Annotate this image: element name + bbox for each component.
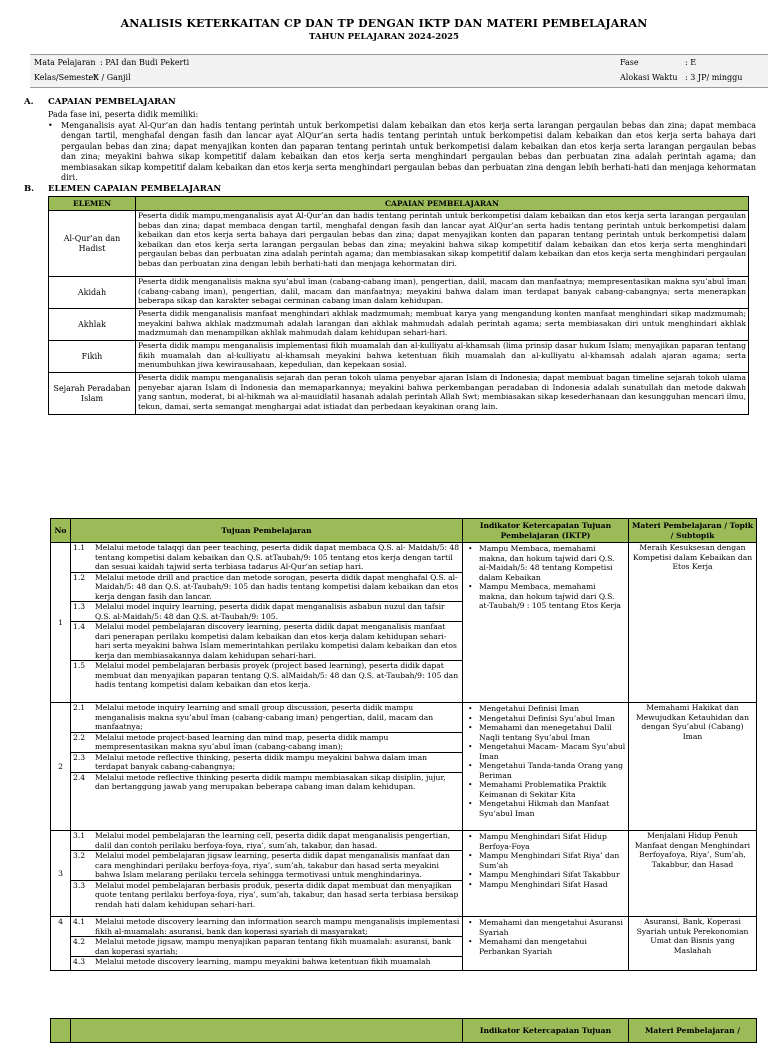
cp-text: Peserta didik mampu menganalisis sejarah dan peran tokoh ulama penyebar ajaran Islam di Indonesia; dapat membuat bagan timeline sejarah tokoh ulama penyebar ajaran Islam di Indonesia dan memaparkannya; meyakini bahwa perkembangan peradaban di Indonesia adalah sunatullah dan metode dakwah yang santun, moderat, bi al-hikmah wa al-mauidlatil hasanah adalah perintah Allah Swt; membiasakan sikap kesederhanaan dan kesungguhan mencari ilmu, tekun, damai, serta semangat menghargai adat istiadat dan perbedaan keyakinan orang lain.: [136, 373, 749, 415]
tp-text: Melalui metode discovery learning, mampu meyakini bahwa ketentuan fikih muamalah: [95, 957, 431, 966]
materi-text: Meraih Kesuksesan dengan Kompetisi dalam Kebaikan dan Etos Kerja: [629, 543, 757, 703]
table-row: [51, 703, 757, 831]
iktp-item: • Mengetahui Tanda-tanda Orang yang Beriman: [465, 761, 626, 780]
iktp-item: • Mampu Membaca, memahami makna, dan hokum tajwid dari Q.S. at-Taubah/9 : 105 tentang Etos Kerja: [465, 582, 626, 611]
tp-text: Melalui metode talaqqi dan peer teaching, peserta didik dapat membaca Q.S. al- Maidah/5: 48 tentang kompetisi dalam kebaikan dan Q.S. atTaubah/9: 105 tentang etos kerja dengan tartil dan sesuai kaidah tajwid serta terbiasa tadarus Al-Qur’an setiap hari.: [95, 543, 460, 571]
table-row: [51, 543, 757, 703]
tp-number: 1.2: [73, 572, 86, 582]
tp-header: Tujuan Pembelajaran: [71, 519, 463, 543]
iktp-item: • Mengetahui Definisi Iman: [465, 704, 626, 714]
cp-text: Peserta didik menganalisis makna syu’abul îman (cabang-cabang iman), pengertian, dalil, macam dan manfaatnya; mempresentasikan makna syu’abul îman (cabang-cabang iman), pengertian, dalil, macam dan manfaatnya; meyakini bahwa dalam iman terdapat banyak cabang-cabangnya; serta menerapkan beberapa sikap dan karakter sebagai cerminan cabang iman dalam kehidupan.: [136, 277, 749, 309]
iktp-item: • Mengetahui Hikmah dan Manfaat Syu’abul Iman: [465, 799, 626, 818]
row-number: 4: [51, 917, 71, 971]
elemen-name: Akidah: [49, 277, 136, 309]
kelas-label: Kelas/Semester: [34, 73, 98, 82]
tp-text: Melalui metode reflective thinking peserta didik mampu membiasakan sikap disiplin, jujur, dan bertanggung jawab yang merupakan beberapa cabang iman dalam kehidupan.: [95, 772, 446, 791]
tp-list: [71, 703, 463, 831]
tp-list: [71, 543, 463, 703]
iktp-list: [463, 917, 629, 971]
section-a-letter: A.: [24, 97, 34, 107]
tp-number: 4.1: [73, 917, 86, 926]
kelas-value: : X / Ganjil: [88, 73, 131, 82]
tp-item: [71, 957, 462, 967]
tp-number: 4.3: [73, 957, 86, 966]
tp-text: Melalui model inquiry learning, peserta didik dapat menganalisis asbabun nuzul dan tafsir Q.S. al-Maidah/5: 48 dan Q.S. at-Taubah/9: 105.: [95, 602, 445, 621]
iktp-item: • Mampu Membaca, memahami makna, dan hokum tajwid dari Q.S. al-Maidah/5: 48 tentang Kompetisi dalam Kebaikan: [465, 544, 626, 582]
next-tp-table: [50, 1018, 757, 1043]
elemen-cp-table: [48, 196, 749, 415]
cp-header: CAPAIAN PEMBELAJARAN: [136, 197, 749, 211]
tp-list: [71, 917, 463, 971]
iktp-list: [463, 831, 629, 917]
tp-text: Melalui model pembelajaran discovery learning, peserta didik dapat menganalisis manfaat dari penerapan perilaku kompetisi dalam kebaikan dan etos kerja dalam kehidupan sehari-hari serta meyakini bahwa Islam memerintahkan perilaku kompetisi dalam kebaikan dan etos kerja dan membiasakannya dalam kehidupan sehari-hari.: [95, 622, 457, 660]
tp-item: [71, 661, 462, 690]
materi-text: Menjalani Hidup Penuh Manfaat dengan Menghindari Berfoyafoya, Riya’, Sum’ah, Takabbur, dan Hasad: [629, 831, 757, 917]
iktp-item: • Mengetahui Definisi Syu’abul Iman: [465, 714, 626, 724]
tp-list: [71, 831, 463, 917]
mapel-label: Mata Pelajaran: [34, 58, 96, 67]
tp-item: [71, 917, 462, 937]
tp-number: 2.3: [73, 752, 86, 762]
tp-item: [71, 543, 462, 573]
next-tp-header: [71, 1019, 463, 1043]
tp-number: 4.2: [73, 937, 86, 946]
table-row: [49, 309, 749, 341]
tp-item: [71, 881, 462, 910]
section-a-bullet: [48, 121, 756, 183]
elemen-name: Fikih: [49, 341, 136, 373]
iktp-item: • Mampu Menghindari Sifat Hidup Berfoya-Foya: [465, 832, 626, 851]
tp-number: 3.1: [73, 831, 86, 840]
tp-text: Melalui metode reflective thinking, peserta didik mampu meyakini bahwa dalam iman terdapat banyak cabang-cabangnya;: [95, 752, 428, 771]
section-b-letter: B.: [24, 184, 35, 194]
section-b-heading: ELEMEN CAPAIAN PEMBELAJARAN: [48, 184, 222, 194]
mapel-value: : PAI dan Budi Pekerti: [100, 58, 190, 67]
iktp-item: • Memahami dan menegetahui Dalil Naqli tentang Syu’abul Iman: [465, 723, 626, 742]
iktp-list: [463, 703, 629, 831]
tp-text: Melalui model pembelajaran jigsaw learning, peserta didik dapat menganalisis manfaat dan cara menghindari perilaku berfoya-foya, riya’, sum’ah, takabur dan hasad serta meyakini bahwa Islam melarang perilaku tercela sehingga termotivasi untuk menghindarinya.: [95, 851, 450, 879]
materi-text: Memahami Hakikat dan Mewujudkan Ketauhidan dan dengan Syu’abul (Cabang) Iman: [629, 703, 757, 831]
alokasi-value: : 3 JP/ minggu: [685, 73, 743, 82]
cp-text: Peserta didik mampu,menganalisis ayat Al-Qur’an dan hadis tentang perintah untuk berkompetisi dalam kebaikan dan etos kerja serta larangan pergaulan bebas dan zina; dapat membaca dengan tartil, menghafal dengan fasih dan lancar ayat AlQur’an serta hadis tentang perintah untuk berkompetisi dalam kebaikan dan etos kerja serta bahaya dari pergaulan bebas dan zina; dapat menyajikan konten dan paparan tentang perintah untuk berkompetisi dalam kebaikan dan etos kerja serta larangan pergaulan bebas dan zina; meyakini bahwa sikap kompetitif dalam kebaikan dan etos kerja serta menghindari pergaulan bebas dan perbuatan zina adalah perintah agama; dan membiasakan sikap kompetitif dalam kebaikan dan etos kerja serta menghindari pergaulan bebas dan perbuatan zina dengan lebih berhati-hati dan menjaga kehormatan diri.: [136, 211, 749, 277]
bullet-dot: •: [48, 121, 53, 130]
elemen-name: Al-Qur’an dan Hadist: [49, 211, 136, 277]
iktp-item: • Mampu Menghindari Sifat Hasad: [465, 880, 626, 890]
section-a-bullet-text: Menganalisis ayat Al-Qur’an dan hadis tentang perintah untuk berkompetisi dalam kebaikan dan etos kerja serta larangan pergaulan bebas dan zina; dapat membaca dengan tartil, menghafal dengan fasih dan lancar ayat AlQur’an serta hadis tentang perintah untuk berkompetisi dalam kebaikan dan etos kerja serta bahaya dari pergaulan bebas dan zina; dapat menyajikan konten dan paparan tentang perintah untuk berkompetisi dalam kebaikan dan etos kerja serta larangan pergaulan bebas dan zina; meyakini bahwa sikap kompetitif dalam kebaikan dan etos kerja serta menghindari pergaulan bebas dan perbuatan zina adalah perintah agama; dan membiasakan sikap kompetitif dalam kebaikan dan etos kerja serta menghindari pergaulan bebas dan perbuatan zina dengan lebih berhati-hati dan menjaga kehormatan diri.: [61, 121, 756, 183]
tp-number: 1.3: [73, 602, 86, 611]
next-materi-header: Materi Pembelajaran /: [629, 1019, 757, 1043]
tp-text: Melalui model pembelajaran berbasis proyek (project based learning), peserta didik dapat membuat dan menyajikan paparan tentang Q.S. alMaidah/5: 48 dan Q.S. at-Taubah/9: 105 dan hadis tentang kompetisi dalam kebaikan dan etos kerja.: [95, 661, 459, 689]
tp-item: [71, 703, 462, 733]
tp-number: 1.5: [73, 661, 86, 670]
table-row: [49, 277, 749, 309]
tp-number: 1.4: [73, 622, 86, 631]
iktp-item: • Mampu Menghindari Sifat Takabbur: [465, 870, 626, 880]
iktp-item: • Mengetahui Macam- Macam Syu’abul Iman: [465, 742, 626, 761]
tp-iktp-table: [50, 518, 757, 971]
no-header: No: [51, 519, 71, 543]
fase-label: Fase: [620, 58, 639, 67]
tp-number: 2.1: [73, 703, 86, 712]
row-number: 2: [51, 703, 71, 831]
materi-header: Materi Pembelajaran / Topik / Subtopik: [629, 519, 757, 543]
row-number: 3: [51, 831, 71, 917]
table-row: [51, 831, 757, 917]
table-row: [51, 917, 757, 971]
document-subtitle: TAHUN PELAJARAN 2024-2025: [309, 32, 459, 42]
section-a-heading: CAPAIAN PEMBELAJARAN: [48, 97, 176, 107]
elemen-header: ELEMEN: [49, 197, 136, 211]
tp-number: 2.2: [73, 732, 86, 742]
tp-item: [71, 753, 462, 773]
iktp-list: [463, 543, 629, 703]
cp-text: Peserta didik mampu menganalisis implementasi fikih muamalah dan al-kulliyatu al-khamsah (lima prinsip dasar hukum Islam; menyajikan paparan tentang fikih muamalah dan al-kulliyatu al-khamsah meyakini bahwa ketentuan fikih muamalah dan al-kulliyatu al-khamsah adalah ajaran agama; serta menumbuhkan jiwa kewirausahaan, kepedulian, dan kepekaan sosial.: [136, 341, 749, 373]
iktp-item: • Mampu Menghindari Sifat Riya’ dan Sum’ah: [465, 851, 626, 870]
section-a-intro: Pada fase ini, peserta didik memiliki:: [48, 110, 199, 119]
iktp-item: • Memahami dan mengetahui Asuransi Syariah: [465, 918, 626, 937]
elemen-name: Sejarah Peradaban Islam: [49, 373, 136, 415]
tp-number: 1.1: [73, 543, 86, 552]
table-row: [49, 341, 749, 373]
iktp-item: • Memahami dan mengetahui Perbankan Syariah: [465, 937, 626, 956]
iktp-header: Indikator Ketercapaian Tujuan Pembelajaran (IKTP): [463, 519, 629, 543]
tp-text: Melalui metode drill and practice dan metode sorogan, peserta didik dapat menghafal Q.S. al-Maidah/5: 48 dan Q.S. at-Taubah/9: 105 dan hadis tentang kompetisi dalam kebaikan dan etos kerja dengan fasih dan lancar.: [95, 572, 459, 601]
tp-text: Melalui metode project-based learning dan mind map, peserta didik mampu mempresentasikan makna syu’abul îman (cabang-cabang iman);: [95, 732, 389, 751]
cp-text: Peserta didik menganalisis manfaat menghindari akhlak madzmumah; membuat karya yang mengandung konten manfaat menghindari sikap madzmumah; meyakini bahwa akhlak madzmumah adalah larangan dan akhlak mahmudah adalah perintah agama; serta membiasakan diri untuk menghindari akhlak madzmumah dan menampilkan akhlak mahmudah dalam kehidupan sehari-hari.: [136, 309, 749, 341]
tp-item: [71, 733, 462, 753]
tp-text: Melalui metode discovery learning dan information search mampu menganalisis implementasi fikih al-muamalah: asuransi, bank dan koperasi syariah di masyarakat;: [95, 917, 460, 936]
tp-text: Melalui model pembelajaran berbasis produk, peserta didik dapat membuat dan menyajikan quote tentang perilaku berfoya-foya, riya’, sum’ah, takabur, dan hasad serta terbiasa bersikap rendah hati dalam kehidupan sehari-hari.: [95, 880, 459, 909]
tp-number: 2.4: [73, 772, 86, 782]
tp-item: [71, 622, 462, 661]
info-block: [30, 54, 768, 88]
table-row: [49, 373, 749, 415]
materi-text: Asuransi, Bank, Koperasi Syariah untuk Perekonomian Umat dan Bisnis yang Maslahah: [629, 917, 757, 971]
document-title: ANALISIS KETERKAITAN CP DAN TP DENGAN IKTP DAN MATERI PEMBELAJARAN: [120, 17, 648, 30]
tp-text: Melalui metode jigsaw, mampu menyajikan paparan tentang fikih muamalah: asuransi, bank dan koperasi syariah;: [95, 937, 452, 956]
tp-text: Melalui model pembelajaran the learning cell, peserta didik dapat menganalisis pengertian, dalil dan contoh perilaku berfoya-foya, riya’, sum’ah, takabur, dan hasad.: [95, 831, 451, 850]
tp-item: [71, 937, 462, 957]
iktp-item: • Memahami Problematika Praktik Keimanan di Sekitar Kita: [465, 780, 626, 799]
alokasi-label: Alokasi Waktu: [620, 73, 678, 82]
table-row: [49, 211, 749, 277]
tp-item: [71, 773, 462, 792]
fase-value: : E: [685, 58, 697, 67]
next-iktp-header: Indikator Ketercapaian Tujuan: [463, 1019, 629, 1043]
tp-text: Melalui metode inquiry learning and small group discussion, peserta didik mampu menganalisis makna syu’abul îman (cabang-cabang iman) pengertian, dalil, macam dan manfaatnya;: [95, 703, 434, 731]
tp-item: [71, 851, 462, 881]
tp-item: [71, 602, 462, 622]
tp-item: [71, 573, 462, 603]
elemen-name: Akhlak: [49, 309, 136, 341]
tp-number: 3.3: [73, 880, 86, 890]
tp-item: [71, 831, 462, 851]
row-number: 1: [51, 543, 71, 703]
tp-number: 3.2: [73, 851, 86, 860]
next-no-header: [51, 1019, 71, 1043]
next-table-header-strip: [50, 1018, 756, 1035]
